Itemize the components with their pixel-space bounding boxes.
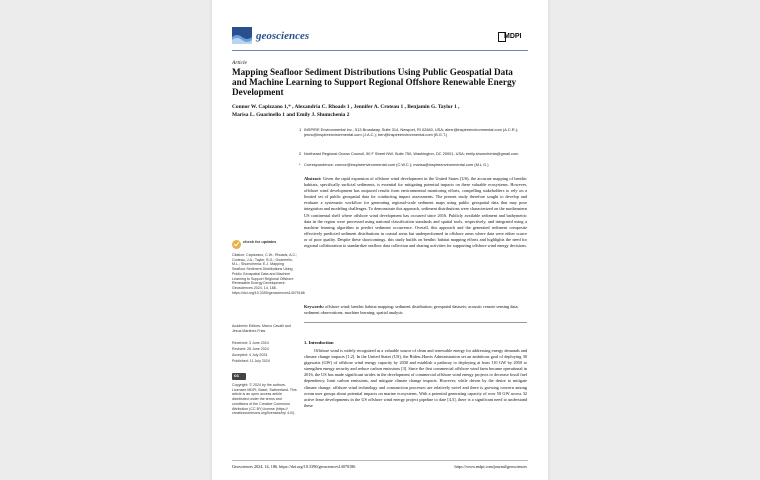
revised-date: Revised: 28 June 2024 (232, 347, 269, 351)
author-list (232, 104, 527, 119)
abstract-label: Abstract: (304, 176, 322, 181)
abstract-text: Given the rapid expansion of offshore wind development in the United States (US), the accurate mapping of benthic habitats, specifically surficial sediments, is essential for mitigating potential impacts on these valuable ecosystems. However, offshore wind development has outpaced results from environmental monitoring efforts, compelling stakeholders to rely on a limited set of public geospatial data for conducting impact assessments. The present study therefore sought to develop and evaluate a systematic workflow for generating regional-scale sediment maps using public geospatial data that may pose integration and modeling challenges. To demonstrate this approach, sediment distributions were characterized on the northeastern US continental shelf where offshore wind development has occurred since 2016. Publicly available sediment and bathymetric data in the region were processed using national classification standards and spatial tools, respectively, and integrated using a machine learning algorithm to predict sediment occurrence. Overall, this approach and the generated sediment composite effectively predicted sediment distributions in coastal areas but underperformed in offshore areas where data were either scarce or of poor quality. Despite these shortcomings, this study builds on benthic habitat mapping efforts and highlights the need for regional collaboration to standardize seafloor data collection and sharing activities for supporting offshore wind energy decisions. (304, 176, 527, 249)
check-for-updates-icon[interactable] (232, 240, 241, 249)
section-heading: 1. Introduction (304, 340, 334, 345)
author-line-1: Connor W. Capizzano 1,* , Alexandria C. Rhoads 1 , Jennifer A. Croteau 1 , Benjamin G. Taylor 1 , (232, 104, 460, 110)
accepted-date: Accepted: 4 July 2024 (232, 353, 268, 357)
affiliation-2 (299, 151, 526, 157)
footer-journal-link[interactable]: https://www.mdpi.com/journal/geosciences (454, 464, 527, 469)
article-type: Article (232, 60, 247, 66)
affiliation-marker: 1 (299, 127, 302, 132)
abstract (304, 176, 527, 249)
creative-commons-icon (232, 373, 246, 380)
publisher-name: MDPI (504, 33, 522, 40)
correspondence (299, 162, 526, 168)
keywords-text: offshore wind; benthic habitat mapping; sediment distribution; geospatial datasets; acoustic remote sensing data; sediment observations; machine learning; spatial analysis (304, 304, 519, 316)
received-date: Received: 3 June 2024 (232, 341, 269, 345)
journal-logo-icon (232, 27, 252, 44)
citation: Citation: Capizzano, C.W.; Rhoads, A.C.; Croteau, J.A.; Taylor, B.G.; Guarinello, M.L.; Shumchenia, E.J. Mapping Seafloor Sediment Distributions Using Public Geospatial Data and Machine Learning to Support Regional Offshore Renewable Energy Development. Geosciences 2024, 14, 186. https://doi.org/10.3390/geosciences14070186 (232, 253, 305, 295)
keywords-label: Keywords: (304, 304, 325, 309)
check-for-updates-label[interactable]: check for updates (243, 239, 277, 244)
copyright-notice: Copyright: © 2024 by the authors. Licensee MDPI, Basel, Switzerland. This article is an open access article distributed under the terms and conditions of the Creative Commons Attribution (CC BY) license (https:// creativecommons.org/licenses/by/ 4.0/). (232, 383, 297, 416)
affiliation-marker: * (299, 162, 301, 167)
published-date: Published: 11 July 2024 (232, 359, 270, 363)
header-rule (232, 50, 528, 51)
affiliation-text: Northeast Regional Ocean Council, 50 F Street NW, Suite 750, Washington, DC 20001, USA; emily.shumchenia@gmail.com (304, 151, 519, 156)
author-line-2: Marisa L. Guarinello 1 and Emily J. Shumchenia 2 (232, 111, 350, 118)
footer-citation: Geosciences 2024, 14, 186. https://doi.org/10.3390/geosciences14070186 (232, 464, 356, 469)
affiliation-text: INSPIRE Environmental Inc., 513 Broadway, Suite 314, Newport, RI 02840, USA; alexr@inspireenvironmental.com (A.C.R.); jennc@inspireenvironmental.com (J.A.C.); ben@inspireenvironmental.com (B.G.T.) (304, 127, 519, 137)
document-page (212, 0, 548, 480)
academic-editors: Academic Editors: Marco Cavalli and Jesus Martinez-Frias (232, 324, 291, 333)
affiliation-1 (299, 127, 526, 138)
keywords (304, 304, 527, 316)
section-divider (304, 322, 527, 323)
footer-rule (232, 460, 528, 461)
journal-name: geosciences (256, 30, 310, 42)
introduction-text: Offshore wind is widely recognized as a valuable source of clean and renewable energy for addressing energy demands and climate change impacts [1,2]. In the United States (US), the Biden–Harris Administration set an ambitious goal of deploying 30 gigawatts (GW) of offshore wind energy capacity by 2030 and establish a pathway to deploying at least 110 GW by 2050 to strengthen energy security and reduce carbon emissions [3]. Since the first commercial offshore wind farm became operational in 2016, the US has made significant strides in the development of commercial offshore wind energy projects to decrease fossil fuel dependency, limit carbon emissions, and mitigate climate change impacts. However, while driven by the desire to mitigate climate change, offshore wind technology and construction processes are relatively novel and there is growing concern among ocean user groups about potential impacts on marine ecosystems. With a potential generating capacity of over 50 GW across 32 active lease developments in the US offshore wind energy project pipeline to date [4,5], there is a significant need to understand these (304, 348, 527, 408)
affiliation-marker: 2 (299, 151, 302, 156)
affiliation-text: Correspondence: connor@inspireenvironmental.com (C.W.C.); marisa@inspireenvironmental.com (M.L.G.) (304, 162, 489, 167)
article-title: Mapping Seafloor Sediment Distributions Using Public Geospatial Data and Machine Learning to Support Regional Offshore Renewable Energy Development (232, 67, 517, 97)
